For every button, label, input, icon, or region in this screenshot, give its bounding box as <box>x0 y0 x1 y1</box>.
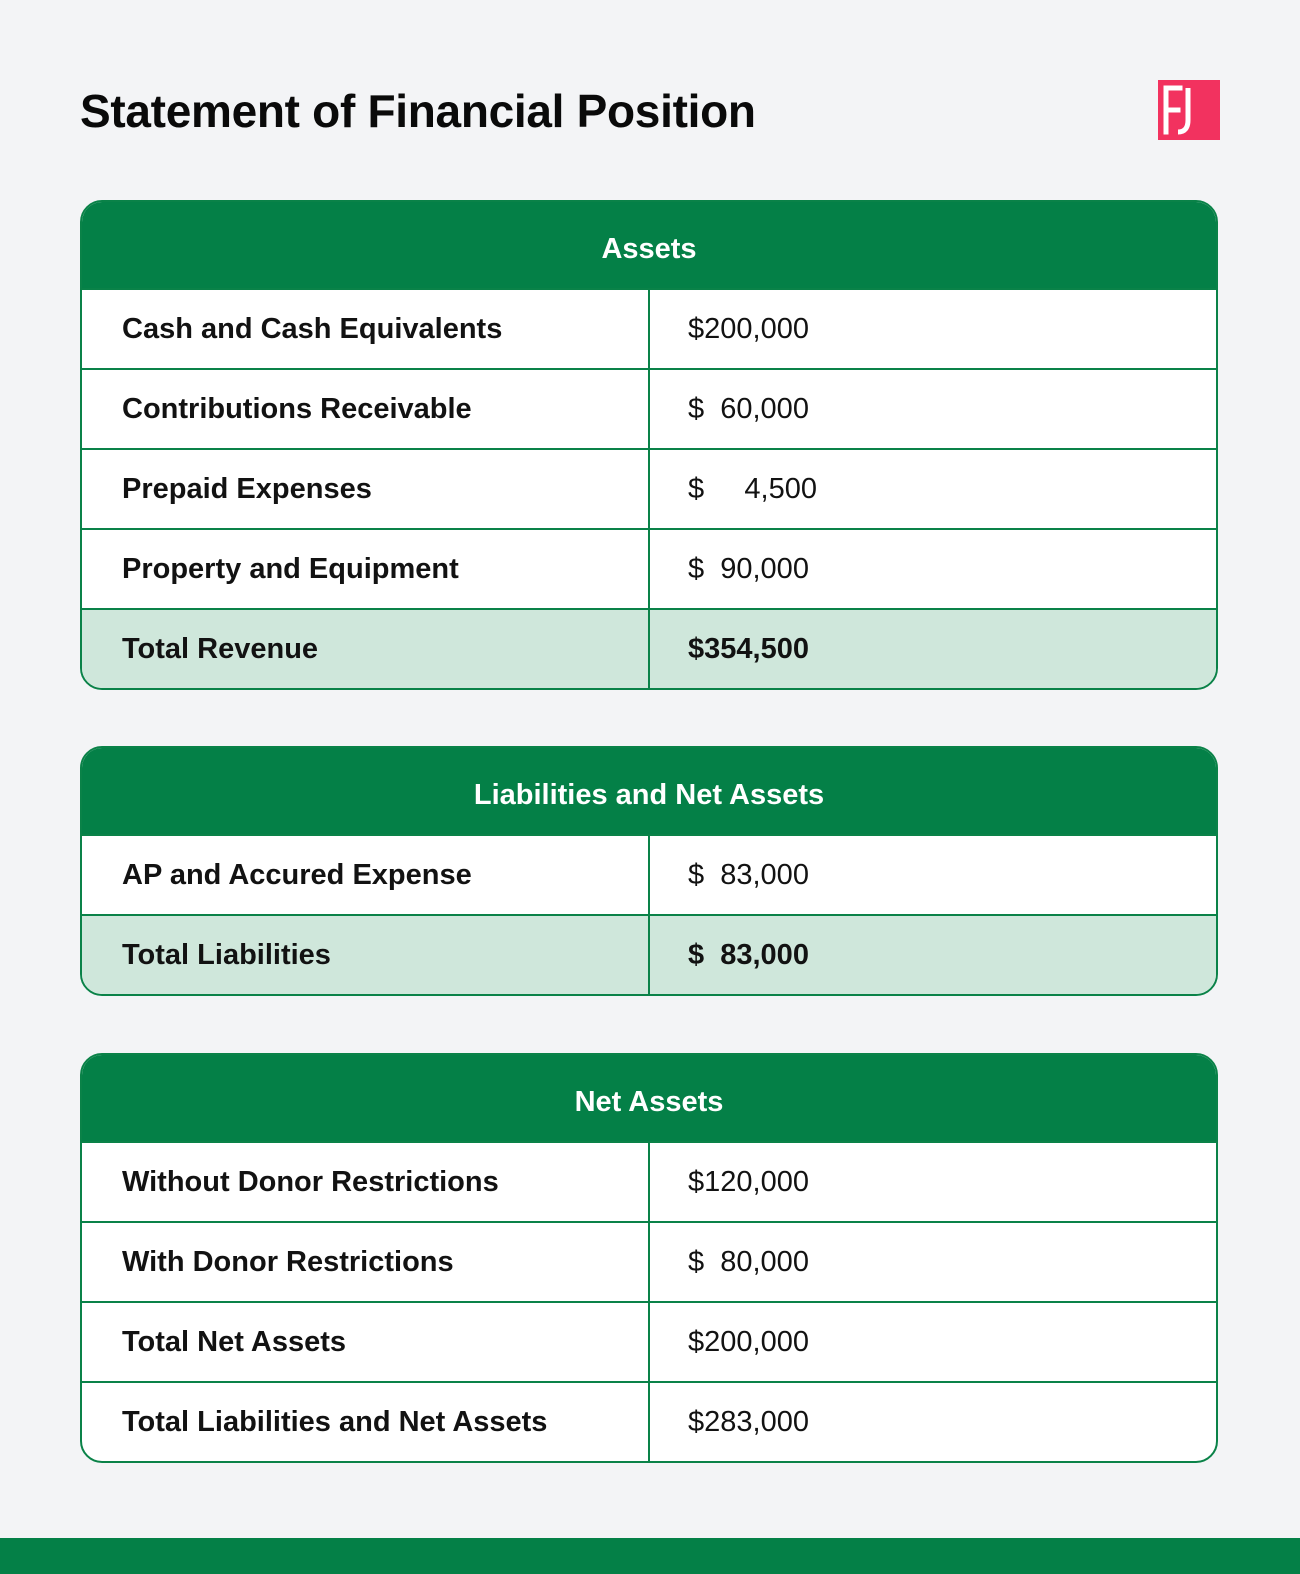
total-value: $ 83,000 <box>688 938 809 971</box>
table-row <box>82 368 1216 448</box>
table-row <box>82 448 1216 528</box>
total-label: Total Liabilities <box>82 916 650 994</box>
row-value: $200,000 <box>688 312 809 345</box>
row-value: $200,000 <box>688 1325 809 1358</box>
row-label: AP and Accured Expense <box>82 836 650 914</box>
row-value: $283,000 <box>688 1405 809 1438</box>
table-row <box>82 1301 1216 1381</box>
assets-table <box>80 200 1218 690</box>
row-label: Prepaid Expenses <box>82 450 650 528</box>
footer-bar <box>0 1538 1300 1574</box>
liabilities-header: Liabilities and Net Assets <box>82 748 1216 834</box>
row-value: $ 83,000 <box>688 858 809 891</box>
row-label: Cash and Cash Equivalents <box>82 290 650 368</box>
row-label: Contributions Receivable <box>82 370 650 448</box>
table-row <box>82 1221 1216 1301</box>
assets-header: Assets <box>82 202 1216 288</box>
table-row <box>82 1381 1216 1461</box>
row-value: $ 80,000 <box>688 1245 809 1278</box>
row-label: Property and Equipment <box>82 530 650 608</box>
row-label: With Donor Restrictions <box>82 1223 650 1301</box>
table-row <box>82 834 1216 914</box>
row-value: $ 90,000 <box>688 552 809 585</box>
total-label: Total Revenue <box>82 610 650 688</box>
total-row <box>82 608 1216 688</box>
page-title: Statement of Financial Position <box>80 85 756 137</box>
table-row <box>82 288 1216 368</box>
fj-logo-icon <box>1158 80 1220 140</box>
total-value: $354,500 <box>688 632 809 665</box>
net-assets-header: Net Assets <box>82 1055 1216 1141</box>
row-label: Total Liabilities and Net Assets <box>82 1383 650 1461</box>
table-row <box>82 528 1216 608</box>
row-value: $ 4,500 <box>688 472 817 505</box>
row-label: Without Donor Restrictions <box>82 1143 650 1221</box>
row-label: Total Net Assets <box>82 1303 650 1381</box>
liabilities-table <box>80 746 1218 996</box>
total-row <box>82 914 1216 994</box>
row-value: $ 60,000 <box>688 392 809 425</box>
table-row <box>82 1141 1216 1221</box>
net-assets-table <box>80 1053 1218 1463</box>
row-value: $120,000 <box>688 1165 809 1198</box>
